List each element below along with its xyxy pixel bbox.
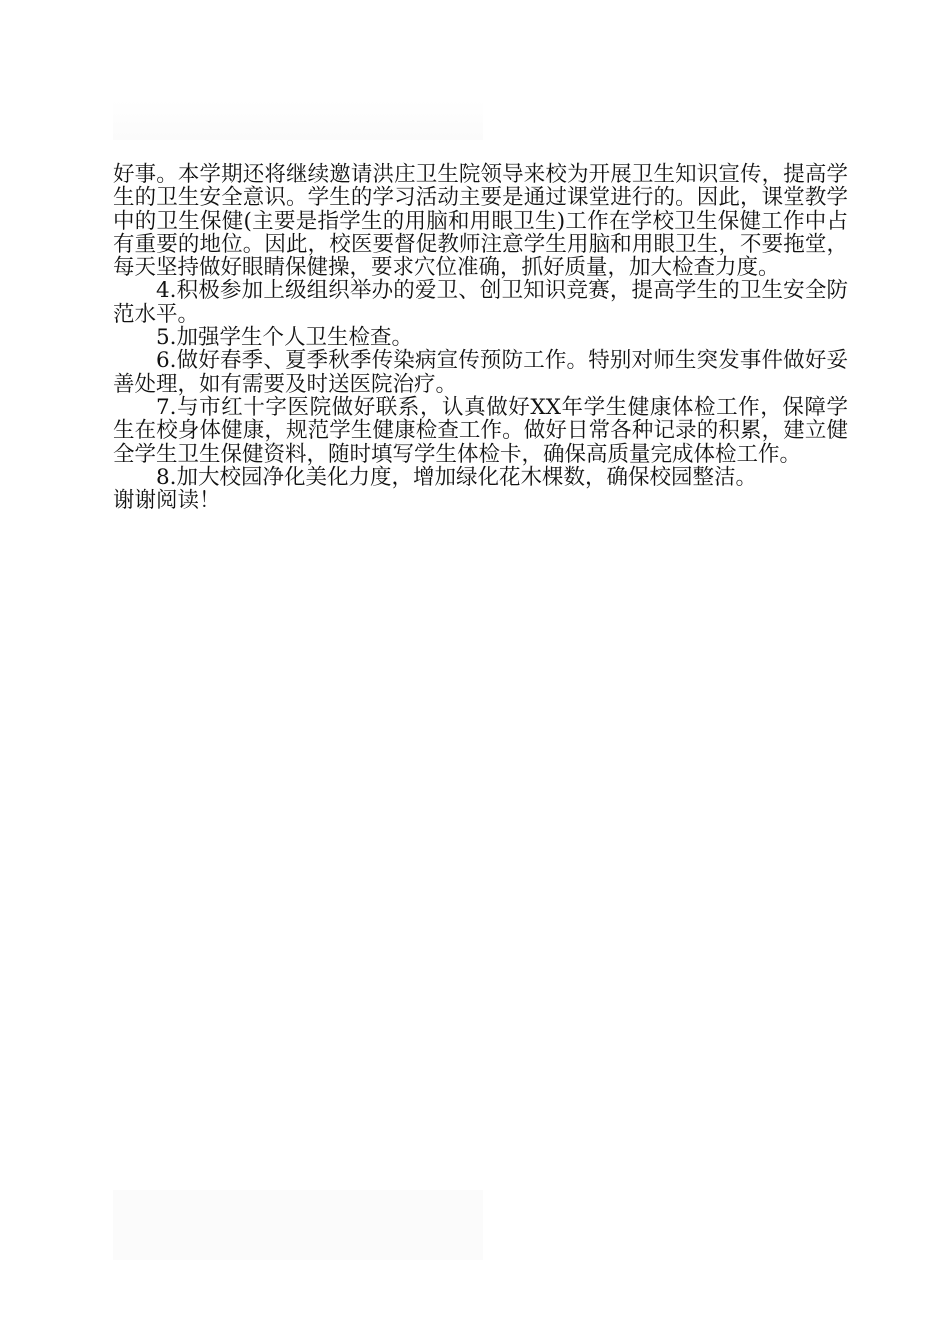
paragraph-item-4: 4.积极参加上级组织举办的爱卫、创卫知识竞赛，提高学生的卫生安全防范水平。 bbox=[113, 278, 848, 327]
paragraph-continuation: 好事。本学期还将继续邀请洪庄卫生院领导来校为开展卫生知识宣传，提高学生的卫生安全意识。学生的学习活动主要是通过课堂进行的。因此，课堂教学中的卫生保健(主要是指学生的用脑和用眼卫生)工作在学校卫生保健工作中占有重要的地位。因此，校医要督促教师注意学生用脑和用眼卫生，不要拖堂，每天坚持做好眼睛保健操，要求穴位准确，抓好质量，加大检查力度。 bbox=[113, 162, 848, 281]
page-header-area bbox=[113, 100, 483, 140]
paragraph-item-6: 6.做好春季、夏季秋季传染病宣传预防工作。特别对师生突发事件做好妥善处理，如有需要及时送医院治疗。 bbox=[113, 348, 848, 397]
paragraph-item-8: 8.加大校园净化美化力度，增加绿化花木棵数，确保校园整洁。 bbox=[156, 464, 758, 490]
paragraph-item-7: 7.与市红十字医院做好联系，认真做好XX年学生健康体检工作，保障学生在校身体健康，规范学生健康检查工作。做好日常各种记录的积累，建立健全学生卫生保健资料，随时填写学生体检卡，确保高质量完成体检工作。 bbox=[113, 394, 848, 467]
closing-line: 谢谢阅读！ bbox=[113, 488, 221, 514]
document-body bbox=[113, 163, 848, 512]
paragraph-item-5: 5.加强学生个人卫生检查。 bbox=[156, 325, 414, 351]
page-footer-area bbox=[113, 1190, 483, 1260]
